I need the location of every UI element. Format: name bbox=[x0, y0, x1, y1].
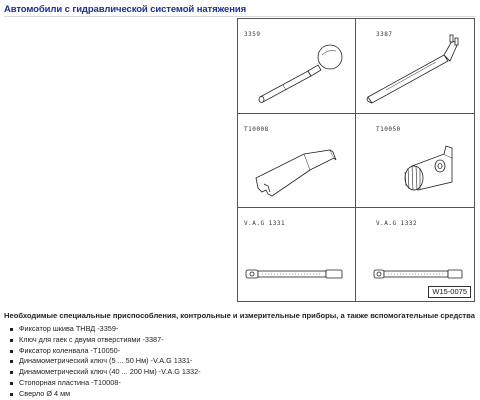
list-item: Динамометрический ключ (5 ... 50 Нм) -V.A.G 1331- bbox=[9, 356, 201, 367]
torque-wrench-small-icon bbox=[238, 208, 355, 301]
list-item: Стопорная пластина -T10008- bbox=[9, 378, 201, 389]
list-item: Фиксатор коленвала -T10050- bbox=[9, 346, 201, 357]
tool-cell-vag1331 bbox=[238, 208, 355, 301]
list-item: Динамометрический ключ (40 ... 200 Нм) -V.A.G 1332- bbox=[9, 367, 201, 378]
page-title: Автомобили с гидравлической системой натяжения bbox=[4, 4, 247, 15]
pin-with-knob-icon bbox=[238, 19, 355, 113]
tool-cell-3387 bbox=[356, 19, 474, 113]
crankshaft-holder-icon bbox=[356, 114, 474, 207]
tool-cell-t10008 bbox=[238, 114, 355, 207]
tools-figure bbox=[237, 18, 475, 302]
requirements-heading: Необходимые специальные приспособления, контрольные и измерительные приборы, а также вспомогательные средства bbox=[4, 311, 475, 320]
two-pin-spanner-icon bbox=[356, 19, 474, 113]
tool-label: T10008 bbox=[244, 126, 269, 133]
requirements-list bbox=[9, 324, 201, 400]
title-divider bbox=[4, 16, 476, 17]
list-item: Сверло Ø 4 мм bbox=[9, 389, 201, 400]
figure-id: W15-0075 bbox=[428, 286, 471, 298]
locking-plate-icon bbox=[238, 114, 355, 207]
tool-label: 3387 bbox=[376, 31, 393, 38]
tool-cell-3359 bbox=[238, 19, 355, 113]
tool-label: 3359 bbox=[244, 31, 261, 38]
tool-cell-t10050 bbox=[356, 114, 474, 207]
list-item: Фиксатор шкива ТНВД -3359- bbox=[9, 324, 201, 335]
tool-label: T10050 bbox=[376, 126, 401, 133]
list-item: Ключ для гаек с двумя отверстиями -3387- bbox=[9, 335, 201, 346]
tool-label: V.A.G 1332 bbox=[376, 220, 418, 227]
tool-label: V.A.G 1331 bbox=[244, 220, 286, 227]
